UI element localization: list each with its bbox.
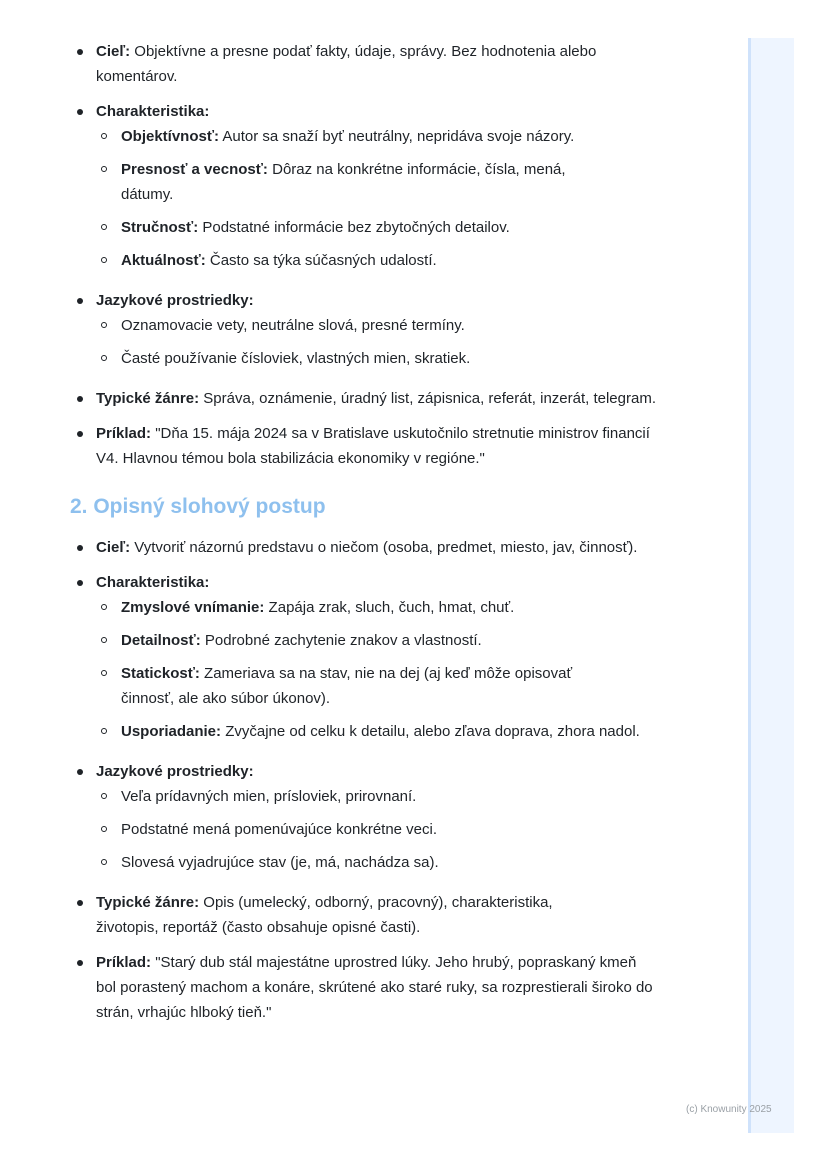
item-label: Cieľ: xyxy=(96,539,131,556)
sub-item-text: Podrobné zachytenie znakov a vlastností. xyxy=(200,632,482,649)
sub-item-text: Oznamovacie vety, neutrálne slová, presné termíny. xyxy=(121,317,465,334)
sub-item-text: Zameriava sa na stav, nie na dej (aj keď môže opisovať činnosť, ale ako súbor úkonov). xyxy=(121,665,573,707)
sub-item-label: Aktuálnosť: xyxy=(121,252,206,269)
item-label: Jazykové prostriedky: xyxy=(96,763,254,780)
sub-list-item xyxy=(0,661,621,711)
sub-item-text: Veľa prídavných mien, prísloviek, prirovnaní. xyxy=(121,788,417,805)
sub-list xyxy=(96,595,740,744)
copyright-footer: (c) Knowunity 2025 xyxy=(686,1104,772,1115)
item-label: Typické žánre: xyxy=(96,894,200,911)
sub-item-text: Podstatné mená pomenúvajúce konkrétne veci. xyxy=(121,821,438,838)
item-label: Cieľ: xyxy=(96,43,131,60)
list-item xyxy=(0,535,656,560)
sub-list xyxy=(96,313,740,371)
sub-item-text: Podstatné informácie bez zbytočných detailov. xyxy=(198,219,510,236)
list-item xyxy=(0,39,656,89)
sub-list-item xyxy=(0,346,740,371)
sub-item-label: Detailnosť: xyxy=(121,632,201,649)
list-item xyxy=(0,288,740,371)
item-text: Vytvoriť názornú predstavu o niečom (osoba, predmet, miesto, jav, činnosť). xyxy=(130,539,638,556)
item-label: Charakteristika: xyxy=(96,574,210,591)
sub-list-item xyxy=(0,817,740,842)
list-item xyxy=(0,99,740,273)
side-panel xyxy=(748,38,794,1133)
item-label: Charakteristika: xyxy=(96,103,210,120)
list-item xyxy=(0,386,656,411)
item-label: Príklad: xyxy=(96,425,152,442)
sub-list-item xyxy=(0,784,740,809)
sub-list xyxy=(96,124,740,273)
section-heading: 2. Opisný slohový postup xyxy=(70,495,326,518)
list-item xyxy=(0,890,606,940)
section1-list xyxy=(0,39,740,471)
section2-list xyxy=(0,535,740,1025)
list-item xyxy=(0,570,740,744)
item-text: Opis (umelecký, odborný, pracovný), charakteristika, životopis, reportáž (často obsahuje opisné časti). xyxy=(96,894,553,936)
sub-item-label: Usporiadanie: xyxy=(121,723,222,740)
list-item xyxy=(0,950,656,1025)
sub-list-item xyxy=(0,157,611,207)
sub-item-label: Stručnosť: xyxy=(121,219,199,236)
item-label: Príklad: xyxy=(96,954,152,971)
sub-item-label: Objektívnosť: xyxy=(121,128,220,145)
sub-item-text: Časté používanie čísloviek, vlastných mien, skratiek. xyxy=(121,350,471,367)
sub-list-item xyxy=(0,719,641,744)
item-text: Správa, oznámenie, úradný list, zápisnica, referát, inzerát, telegram. xyxy=(199,390,656,407)
sub-list-item xyxy=(0,850,740,875)
sub-item-text: Autor sa snaží byť neutrálny, nepridáva svoje názory. xyxy=(219,128,575,145)
sub-item-label: Statickosť: xyxy=(121,665,200,682)
item-text: Objektívne a presne podať fakty, údaje, správy. Bez hodnotenia alebo komentárov. xyxy=(96,43,597,85)
sub-list-item xyxy=(0,628,740,653)
sub-item-text: Často sa týka súčasných udalostí. xyxy=(205,252,437,269)
sub-item-label: Zmyslové vnímanie: xyxy=(121,599,265,616)
item-text: "Starý dub stál majestátne uprostred lúky. Jeho hrubý, popraskaný kmeň bol porastený machom a konáre, skrútené ako staré ruky, sa rozprestierali široko do strán, vrhajúc hlboký tieň." xyxy=(96,954,653,1021)
sub-item-text: Zvyčajne od celku k detailu, alebo zľava doprava, zhora nadol. xyxy=(221,723,640,740)
sub-list-item xyxy=(0,215,740,240)
sub-list-item xyxy=(0,124,740,149)
sub-item-text: Dôraz na konkrétne informácie, čísla, mená, dátumy. xyxy=(121,161,566,203)
sub-list-item xyxy=(0,248,740,273)
list-item xyxy=(0,421,656,471)
sub-item-text: Zapája zrak, sluch, čuch, hmat, chuť. xyxy=(264,599,515,616)
sub-list xyxy=(96,784,740,875)
sub-list-item xyxy=(0,313,740,338)
item-label: Typické žánre: xyxy=(96,390,200,407)
sub-item-text: Slovesá vyjadrujúce stav (je, má, nachádza sa). xyxy=(121,854,439,871)
item-text: "Dňa 15. mája 2024 sa v Bratislave uskutočnilo stretnutie ministrov financií V4. Hlavnou témou bola stabilizácia ekonomiky v regióne." xyxy=(96,425,650,467)
list-item xyxy=(0,759,740,875)
item-label: Jazykové prostriedky: xyxy=(96,292,254,309)
sub-list-item xyxy=(0,595,740,620)
sub-item-label: Presnosť a vecnosť: xyxy=(121,161,268,178)
